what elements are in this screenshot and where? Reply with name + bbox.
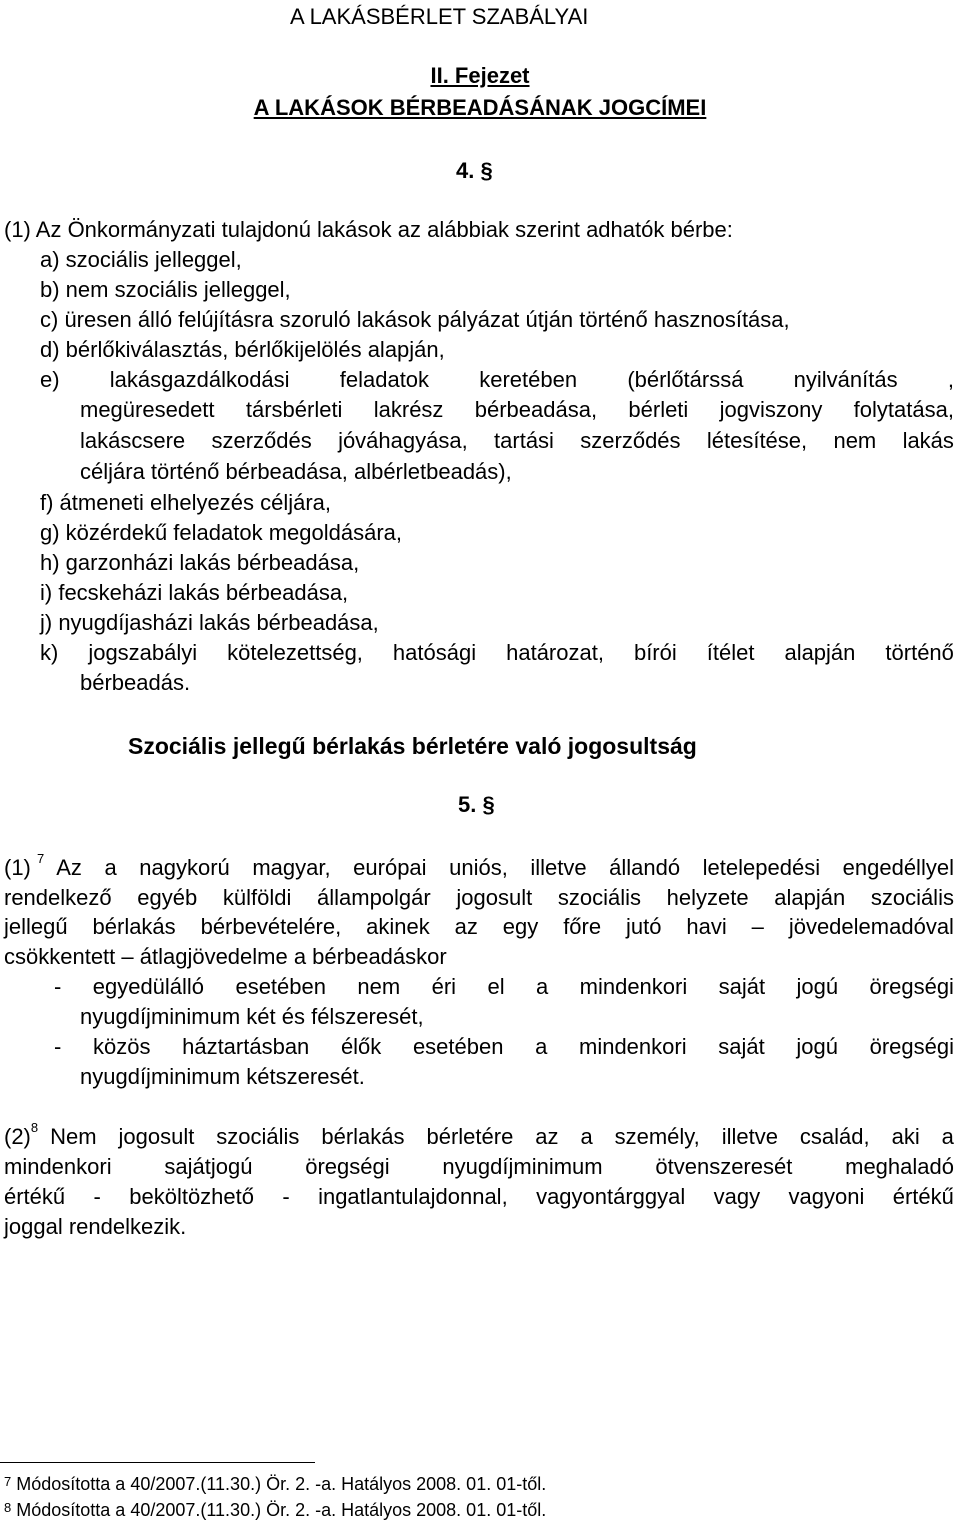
word: beköltözhető [129, 1184, 254, 1209]
paragraph-2-line [4, 1154, 954, 1180]
paragraph-2-line [4, 1184, 954, 1210]
word: keretében [479, 367, 578, 392]
word: helyzete [666, 885, 749, 910]
paragraph-1-words [56, 855, 954, 881]
word: állandó [609, 855, 681, 880]
footnote [4, 1500, 546, 1521]
word: bérleti [628, 397, 689, 422]
word: aki [891, 1124, 920, 1149]
word: jövedelemadóval [788, 914, 954, 939]
word: egyéb [137, 885, 198, 910]
word: történő [885, 640, 954, 665]
word: illetve [530, 855, 587, 880]
word: külföldi [222, 885, 292, 910]
footnote-text: Módosította a 40/2007.(11.30.) Ör. 2. -a. Hatályos 2008. 01. 01-től. [16, 1500, 547, 1520]
list-item: c) üresen álló felújításra szoruló lakások pályázat útján történő hasznosítása, [40, 307, 790, 332]
footnote [4, 1474, 546, 1495]
word: bérbevételére, [200, 914, 342, 939]
paragraph-2-words [50, 1124, 954, 1150]
word: meghaladó [845, 1154, 954, 1179]
word: Az [56, 855, 82, 880]
word: lakrész [373, 397, 444, 422]
word: egyedülálló [92, 974, 205, 999]
word: rendelkező [4, 885, 112, 910]
word: (bérlőtárssá [627, 367, 744, 392]
list-item-k-line [40, 640, 954, 666]
word: bírói [633, 640, 677, 665]
word: engedéllyel [842, 855, 954, 880]
footnote-number: 8 [4, 1500, 12, 1515]
word: , [947, 367, 954, 392]
word: lakásgazdálkodási [109, 367, 290, 392]
word: uniós, [449, 855, 508, 880]
word: esetében [412, 1034, 504, 1059]
word: bérletére [426, 1124, 514, 1149]
word: európai [353, 855, 427, 880]
word: éri [431, 974, 457, 999]
paragraph-1-line [4, 914, 954, 940]
word: illetve [721, 1124, 778, 1149]
section-4-intro: (1) Az Önkormányzati tulajdonú lakások az alábbiak szerint adhatók bérbe: [4, 217, 733, 242]
dash-item-line: nyugdíjminimum két és félszeresét, [80, 1004, 424, 1029]
word: jogú [796, 974, 839, 999]
word: jogú [796, 1034, 838, 1059]
word: öregségi [869, 974, 954, 999]
word: tartási [494, 428, 554, 453]
word: főre [563, 914, 602, 939]
word: szerződés [211, 428, 312, 453]
word: mindenkori [4, 1154, 112, 1179]
word: havi [686, 914, 727, 939]
word: saját [718, 974, 766, 999]
list-item: f) átmeneti elhelyezés céljára, [40, 490, 332, 515]
word: a [104, 855, 117, 880]
footnote-number: 7 [4, 1474, 12, 1489]
word: szociális [216, 1124, 300, 1149]
word: e) [40, 367, 60, 392]
word: az [535, 1124, 559, 1149]
word: magyar, [252, 855, 331, 880]
section-heading: Szociális jellegű bérlakás bérletére való jogosultság [128, 733, 697, 759]
word: jogszabályi [88, 640, 198, 665]
word: a [535, 974, 549, 999]
word: letelepedési [702, 855, 821, 880]
list-item: b) nem szociális jelleggel, [40, 277, 291, 302]
word: a [941, 1124, 954, 1149]
word: jellegű [4, 914, 68, 939]
list-item-e-line [40, 367, 954, 393]
footnote-text: Módosította a 40/2007.(11.30.) Ör. 2. -a. Hatályos 2008. 01. 01-től. [16, 1474, 547, 1494]
word: nyilvánítás [793, 367, 898, 392]
word: - [282, 1184, 290, 1209]
word: feladatok [339, 367, 430, 392]
word: létesítése, [706, 428, 808, 453]
footnote-ref: 7 [37, 851, 45, 866]
footnote-ref: 8 [30, 1120, 39, 1135]
paragraph-1-line: csökkentett – átlagjövedelme a bérbeadáskor [4, 944, 447, 969]
word: alapján [774, 885, 846, 910]
list-item: j) nyugdíjasházi lakás bérbeadása, [40, 610, 379, 635]
word: vagyoni [788, 1184, 865, 1209]
word: szociális [557, 885, 641, 910]
list-item-k-line: bérbeadás. [80, 670, 191, 695]
word: határozat, [506, 640, 604, 665]
word: öregségi [305, 1154, 390, 1179]
word: hatósági [392, 640, 477, 665]
list-item: d) bérlőkiválasztás, bérlőkijelölés alapján, [40, 337, 445, 362]
word: - [54, 974, 62, 999]
word: - [93, 1184, 101, 1209]
word: vagy [713, 1184, 761, 1209]
word: vagyontárggyal [536, 1184, 686, 1209]
word: értékű [4, 1184, 66, 1209]
word: jogosult [118, 1124, 195, 1149]
dash-item-line [54, 1034, 954, 1060]
word: közös [92, 1034, 151, 1059]
paragraph-2-line [4, 1120, 954, 1150]
chapter-title: A LAKÁSOK BÉRBEADÁSÁNAK JOGCÍMEI [253, 95, 707, 120]
word: alapján [784, 640, 856, 665]
word: ingatlantulajdonnal, [318, 1184, 508, 1209]
word: nem [357, 974, 401, 999]
chapter-number: II. Fejezet [430, 63, 530, 88]
word: nagykorú [139, 855, 230, 880]
section-4-number: 4. § [456, 158, 493, 183]
word: társbérleti [245, 397, 343, 422]
word: mindenkori [579, 1034, 687, 1059]
word: lakás [902, 428, 954, 453]
word: szociális [870, 885, 954, 910]
list-item: a) szociális jelleggel, [40, 247, 242, 272]
word: k) [40, 640, 59, 665]
word: – [751, 914, 764, 939]
word: egy [502, 914, 539, 939]
word: kötelezettség, [227, 640, 363, 665]
word: a [535, 1034, 548, 1059]
word: lakáscsere [80, 428, 186, 453]
word: saját [718, 1034, 765, 1059]
word: el [487, 974, 505, 999]
word: sajátjogú [164, 1154, 253, 1179]
list-item: g) közérdekű feladatok megoldására, [40, 520, 402, 545]
word: háztartásban [182, 1034, 310, 1059]
document-title: A LAKÁSBÉRLET SZABÁLYAI [290, 4, 589, 29]
word: szerződés [580, 428, 681, 453]
word: értékű [892, 1184, 954, 1209]
paragraph-2-line: joggal rendelkezik. [4, 1214, 187, 1239]
paragraph-1-line [4, 851, 954, 881]
word: bérbeadása, [474, 397, 598, 422]
word: a [580, 1124, 593, 1149]
word: jogviszony [719, 397, 823, 422]
word: megüresedett [80, 397, 215, 422]
word: jutó [626, 914, 662, 939]
word: állampolgár [317, 885, 431, 910]
dash-item-line [54, 974, 954, 1000]
word: nyugdíjminimum [442, 1154, 603, 1179]
paragraph-label: (1) [4, 855, 31, 880]
word: folytatása, [853, 397, 954, 422]
list-item: i) fecskeházi lakás bérbeadása, [40, 580, 349, 605]
list-item-e-line [80, 397, 954, 423]
section-5-number: 5. § [458, 792, 495, 817]
word: - [54, 1034, 62, 1059]
list-item-e-line [80, 428, 954, 454]
word: mindenkori [579, 974, 688, 999]
word: nem [833, 428, 877, 453]
list-item: h) garzonházi lakás bérbeadása, [40, 550, 360, 575]
word: öregségi [869, 1034, 954, 1059]
paragraph-label: (2) [4, 1124, 31, 1149]
word: esetében [235, 974, 326, 999]
word: bérlakás [321, 1124, 405, 1149]
list-item-e-line: céljára történő bérbeadása, albérletbeadás), [80, 459, 512, 484]
paragraph-1-line [4, 885, 954, 911]
word: Nem [50, 1124, 97, 1149]
word: az [454, 914, 478, 939]
word: bérlakás [92, 914, 176, 939]
word: ítélet [706, 640, 755, 665]
word: család, [799, 1124, 870, 1149]
footnote-divider [0, 1462, 315, 1463]
word: jogosult [456, 885, 533, 910]
word: élők [340, 1034, 382, 1059]
word: jóváhagyása, [338, 428, 468, 453]
dash-item-line: nyugdíjminimum kétszeresét. [80, 1064, 365, 1089]
word: akinek [366, 914, 430, 939]
word: ötvenszeresét [655, 1154, 793, 1179]
word: személy, [614, 1124, 700, 1149]
